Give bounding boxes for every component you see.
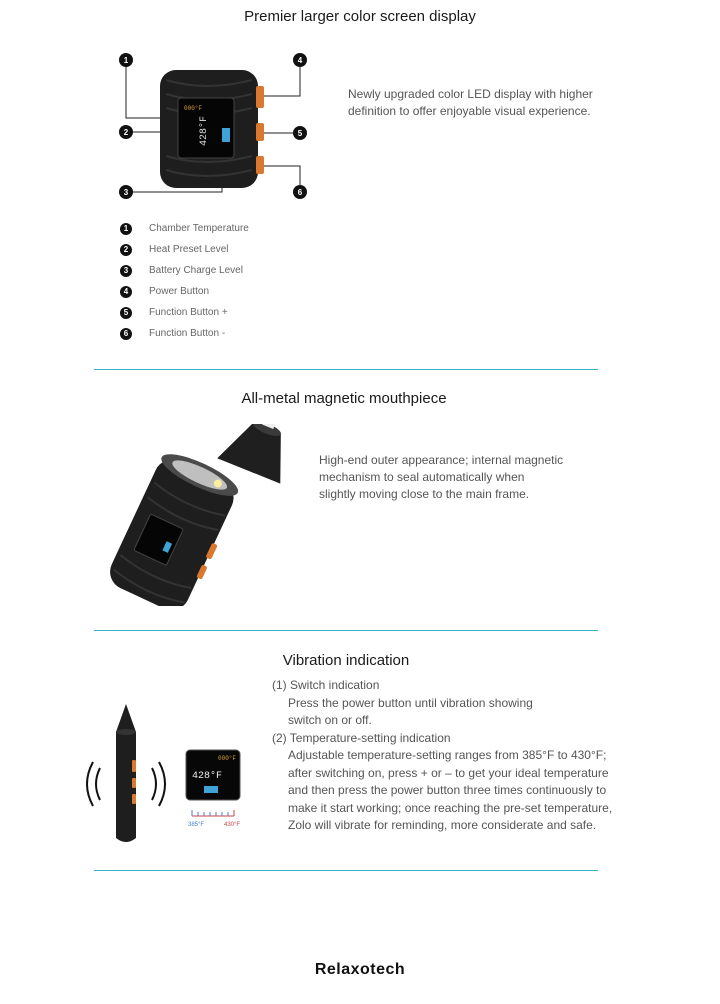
power-button [256, 86, 264, 108]
legend-label: Function Button - [149, 328, 226, 339]
screen-preset-text: 000°F [184, 105, 203, 112]
legend-number: 4 [120, 286, 132, 298]
legend-label: Heat Preset Level [149, 244, 229, 255]
scale-min-label: 385°F [188, 822, 205, 828]
screen-detail-image [184, 748, 244, 830]
callout-number-4: 4 [297, 56, 303, 65]
legend-list [120, 218, 249, 344]
legend-item [120, 323, 249, 344]
list-heading: (2) Temperature-setting indication [272, 730, 451, 745]
legend-number: 6 [120, 328, 132, 340]
brand-logo: Relaxotech [314, 961, 406, 978]
section1-description [348, 86, 593, 120]
pen-device-body [116, 704, 136, 842]
description-line: slightly moving close to the main frame. [319, 487, 530, 501]
section1-title: Premier larger color screen display [244, 8, 476, 25]
section-divider [94, 870, 598, 871]
legend-number: 3 [120, 265, 132, 277]
description-line: Newly upgraded color LED display with higher [348, 87, 593, 101]
legend-number: 2 [120, 244, 132, 256]
battery-indicator [204, 786, 218, 793]
screen-preset-text: 000°F [218, 755, 237, 762]
list-text: Adjustable temperature-setting ranges from 385°F to 430°F; [288, 748, 607, 762]
section2-description [319, 452, 563, 503]
legend-number: 5 [120, 307, 132, 319]
plus-button [256, 123, 264, 141]
device-vibration-image [86, 702, 166, 848]
list-text: make it start working; once reaching the pre-set temperature, [288, 800, 613, 815]
callout-number-1: 1 [123, 56, 129, 65]
minus-button [256, 156, 264, 174]
legend-number: 1 [120, 223, 132, 235]
legend-item [120, 239, 249, 260]
legend-label: Function Button + [149, 307, 228, 318]
scale-max-label: 430°F [224, 822, 241, 828]
legend-item [120, 302, 249, 323]
callout-number-3: 3 [123, 188, 129, 197]
mouthpiece-cap [217, 424, 300, 484]
battery-indicator [222, 128, 230, 142]
list-text: Zolo will vibrate for reminding, more considerate and safe. [288, 818, 597, 832]
legend-item [120, 218, 249, 239]
section-divider [94, 369, 598, 370]
section3-title: Vibration indication [282, 652, 410, 669]
section-divider [94, 630, 598, 631]
device-mouthpiece-image [110, 424, 300, 606]
legend-label: Battery Charge Level [149, 265, 243, 276]
list-text: switch on or off. [288, 713, 372, 727]
list-heading: (1) Switch indication [272, 678, 380, 692]
device-display-diagram [110, 48, 320, 204]
list-text: after switching on, press + or – to get your ideal temperature [288, 765, 609, 780]
screen-temp-text: 428°F [199, 115, 210, 146]
screen-temp-text: 428°F [192, 771, 223, 782]
callout-number-6: 6 [297, 188, 303, 197]
section2-title: All-metal magnetic mouthpiece [241, 390, 447, 407]
legend-label: Chamber Temperature [149, 223, 249, 234]
section3-description [272, 677, 612, 835]
tilted-device-body [110, 446, 246, 606]
legend-item [120, 260, 249, 281]
legend-label: Power Button [149, 286, 210, 297]
description-line: mechanism to seal automatically when [319, 470, 525, 484]
description-line: High-end outer appearance; internal magnetic [319, 453, 564, 467]
callout-line-6 [260, 166, 300, 192]
description-line: definition to offer enjoyable visual experience. [348, 104, 591, 118]
list-text: and then press the power button three times continuously to [288, 783, 607, 797]
callout-line-4 [260, 60, 300, 96]
legend-item [120, 281, 249, 302]
callout-number-2: 2 [123, 128, 129, 137]
list-text: Press the power button until vibration showing [288, 695, 533, 710]
callout-number-5: 5 [297, 129, 303, 138]
